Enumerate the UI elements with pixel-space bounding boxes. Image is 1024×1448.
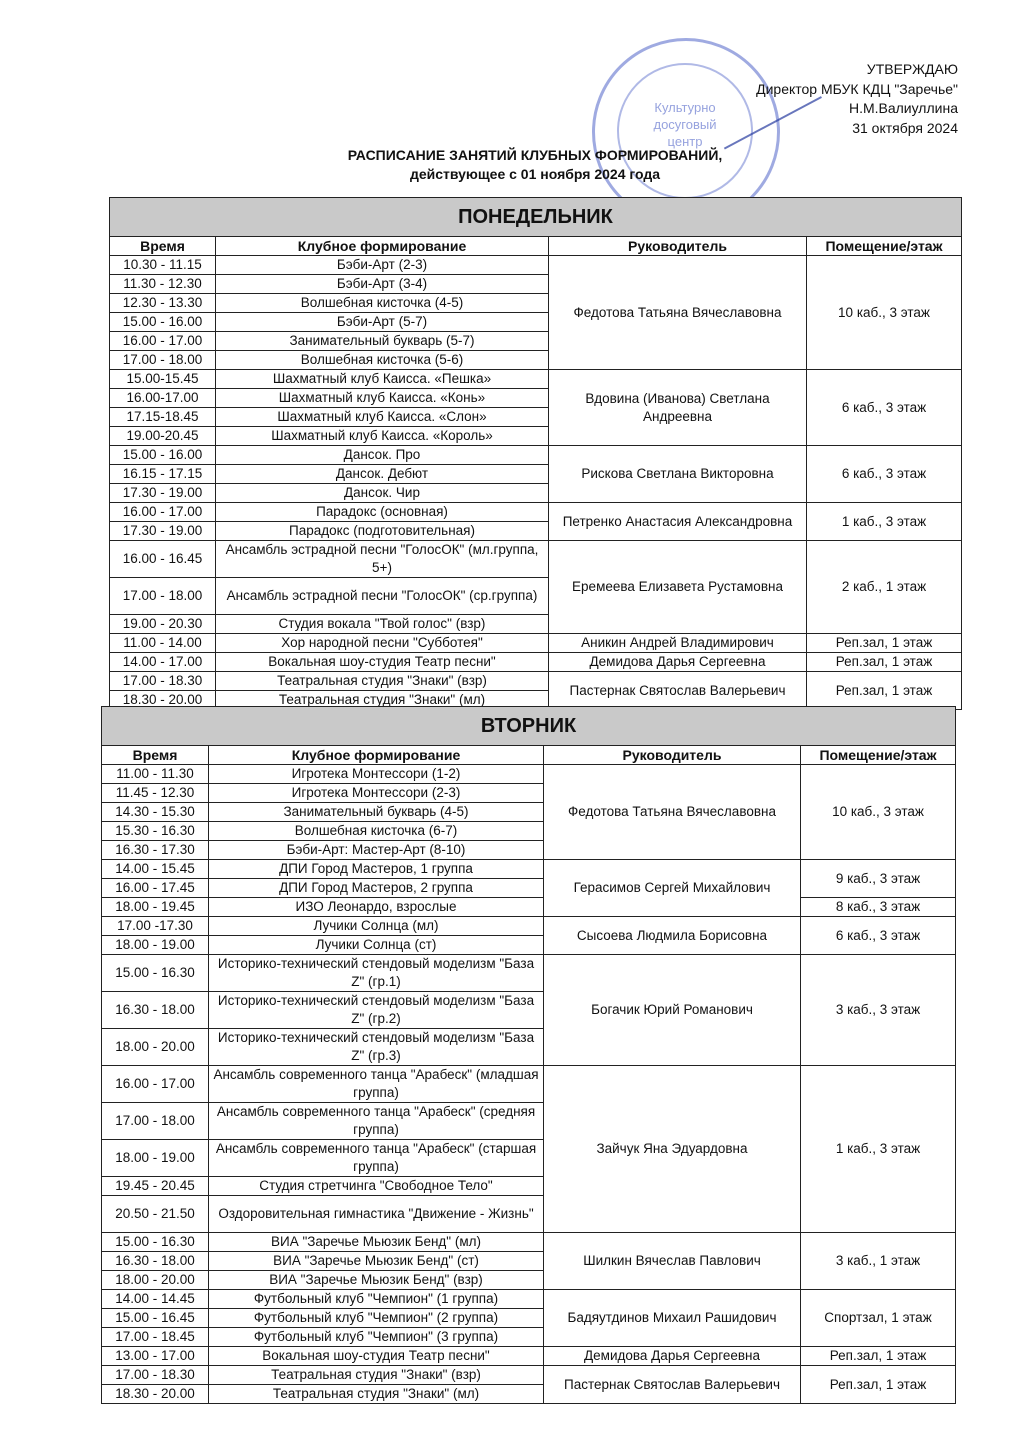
table-row — [102, 917, 956, 936]
leader-cell: Сысоева Людмила Борисовна — [544, 917, 801, 955]
time-cell: 18.00 - 20.00 — [102, 1271, 209, 1290]
club-cell: Дансок. Чир — [216, 484, 549, 503]
table-row — [102, 1290, 956, 1309]
club-cell: Футбольный клуб "Чемпион" (2 группа) — [209, 1309, 544, 1328]
table-row — [110, 634, 962, 653]
club-cell: Игротека Монтессори (1-2) — [209, 765, 544, 784]
stamp-text: Культурно досуговый центр — [653, 100, 717, 149]
leader-cell: Еремеева Елизавета Рустамовна — [549, 541, 807, 634]
time-cell: 17.00 -17.30 — [102, 917, 209, 936]
club-cell: ДПИ Город Мастеров, 2 группа — [209, 879, 544, 898]
club-cell: Дансок. Про — [216, 446, 549, 465]
time-cell: 15.00 - 16.00 — [110, 313, 216, 332]
time-cell: 15.00 - 16.00 — [110, 446, 216, 465]
time-cell: 15.00 - 16.30 — [102, 1233, 209, 1252]
club-cell: Театральная студия "Знаки" (мл) — [209, 1385, 544, 1404]
club-cell: Вокальная шоу-студия Театр песни" — [209, 1347, 544, 1366]
approval-block — [756, 60, 958, 138]
room-cell: Реп.зал, 1 этаж — [807, 634, 962, 653]
day-title: ПОНЕДЕЛЬНИК — [110, 198, 962, 237]
leader-cell: Федотова Татьяна Вячеславовна — [544, 765, 801, 860]
column-header-row — [110, 237, 962, 256]
club-cell: Ансамбль современного танца "Арабеск" (младшая группа) — [209, 1066, 544, 1103]
time-cell: 11.00 - 11.30 — [102, 765, 209, 784]
club-cell: Волшебная кисточка (6-7) — [209, 822, 544, 841]
club-cell: Бэби-Арт: Мастер-Арт (8-10) — [209, 841, 544, 860]
club-cell: Парадокс (подготовительная) — [216, 522, 549, 541]
table-row — [102, 898, 956, 917]
club-cell: Шахматный клуб Каисса. «Слон» — [216, 408, 549, 427]
club-cell: Шахматный клуб Каисса. «Конь» — [216, 389, 549, 408]
time-cell: 13.00 - 17.00 — [102, 1347, 209, 1366]
room-cell: 2 каб., 1 этаж — [807, 541, 962, 634]
day-header-row — [110, 198, 962, 237]
time-cell: 18.00 - 19.00 — [102, 1140, 209, 1177]
time-cell: 17.00 - 18.30 — [110, 672, 216, 691]
time-cell: 18.00 - 20.00 — [102, 1029, 209, 1066]
club-cell: Лучики Солнца (ст) — [209, 936, 544, 955]
table-row — [102, 1366, 956, 1385]
club-cell: Ансамбль эстрадной песни "ГолосОК" (мл.группа, 5+) — [216, 541, 549, 578]
time-cell: 16.00-17.00 — [110, 389, 216, 408]
time-cell: 16.00 - 17.00 — [110, 332, 216, 351]
time-cell: 14.00 - 14.45 — [102, 1290, 209, 1309]
club-cell: Ансамбль современного танца "Арабеск" (средняя группа) — [209, 1103, 544, 1140]
club-cell: Историко-технический стендовый моделизм "База Z" (гр.2) — [209, 992, 544, 1029]
time-cell: 11.45 - 12.30 — [102, 784, 209, 803]
time-cell: 15.00-15.45 — [110, 370, 216, 389]
time-cell: 17.30 - 19.00 — [110, 522, 216, 541]
time-cell: 17.30 - 19.00 — [110, 484, 216, 503]
time-cell: 16.30 - 17.30 — [102, 841, 209, 860]
club-cell: Шахматный клуб Каисса. «Король» — [216, 427, 549, 446]
room-cell: Реп.зал, 1 этаж — [807, 653, 962, 672]
column-header: Руководитель — [544, 746, 801, 765]
room-cell: Реп.зал, 1 этаж — [807, 672, 962, 710]
room-cell: 8 каб., 3 этаж — [801, 898, 956, 917]
time-cell: 11.30 - 12.30 — [110, 275, 216, 294]
table-row — [110, 672, 962, 691]
club-cell: Футбольный клуб "Чемпион" (1 группа) — [209, 1290, 544, 1309]
time-cell: 14.00 - 17.00 — [110, 653, 216, 672]
leader-cell: Бадяутдинов Михаил Рашидович — [544, 1290, 801, 1347]
club-cell: ИЗО Леонардо, взрослые — [209, 898, 544, 917]
time-cell: 10.30 - 11.15 — [110, 256, 216, 275]
club-cell: Лучики Солнца (мл) — [209, 917, 544, 936]
club-cell: Ансамбль эстрадной песни "ГолосОК" (ср.группа) — [216, 578, 549, 615]
club-cell: Занимательный букварь (4-5) — [209, 803, 544, 822]
club-cell: Театральная студия "Знаки" (взр) — [216, 672, 549, 691]
column-header: Клубное формирование — [216, 237, 549, 256]
club-cell: Парадокс (основная) — [216, 503, 549, 522]
room-cell: 6 каб., 3 этаж — [807, 446, 962, 503]
club-cell: Вокальная шоу-студия Театр песни" — [216, 653, 549, 672]
subtitle-line: действующее с 01 ноября 2024 года — [409, 166, 661, 182]
table-row — [110, 653, 962, 672]
table-row — [110, 446, 962, 465]
table-row — [110, 370, 962, 389]
leader-cell: Пастернак Святослав Валерьевич — [544, 1366, 801, 1404]
leader-cell: Федотова Татьяна Вячеславовна — [549, 256, 807, 370]
leader-cell: Герасимов Сергей Михайлович — [544, 860, 801, 917]
club-cell: ВИА "Заречье Мьюзик Бенд" (мл) — [209, 1233, 544, 1252]
club-cell: Волшебная кисточка (5-6) — [216, 351, 549, 370]
tuesday-schedule-table — [101, 706, 956, 1404]
room-cell: 3 каб., 1 этаж — [801, 1233, 956, 1290]
time-cell: 18.00 - 19.45 — [102, 898, 209, 917]
approval-name: Н.М.Валиуллина — [848, 100, 958, 116]
time-cell: 19.45 - 20.45 — [102, 1177, 209, 1196]
approval-date: 31 октября 2024 — [852, 119, 958, 136]
column-header: Руководитель — [549, 237, 807, 256]
leader-cell: Шилкин Вячеслав Павлович — [544, 1233, 801, 1290]
club-cell: ВИА "Заречье Мьюзик Бенд" (ст) — [209, 1252, 544, 1271]
time-cell: 17.00 - 18.45 — [102, 1328, 209, 1347]
time-cell: 15.30 - 16.30 — [102, 822, 209, 841]
time-cell: 14.30 - 15.30 — [102, 803, 209, 822]
club-cell: Футбольный клуб "Чемпион" (3 группа) — [209, 1328, 544, 1347]
leader-cell: Петренко Анастасия Александровна — [549, 503, 807, 541]
room-cell: 1 каб., 3 этаж — [807, 503, 962, 541]
leader-cell: Вдовина (Иванова) Светлана Андреевна — [549, 370, 807, 446]
club-cell: Историко-технический стендовый моделизм "База Z" (гр.3) — [209, 1029, 544, 1066]
column-header-row — [102, 746, 956, 765]
approval-position: Директор МБУК КДЦ "Заречье" — [756, 80, 958, 97]
time-cell: 18.30 - 20.00 — [110, 691, 216, 710]
time-cell: 17.00 - 18.30 — [102, 1366, 209, 1385]
day-header-row — [102, 707, 956, 746]
club-cell: ВИА "Заречье Мьюзик Бенд" (взр) — [209, 1271, 544, 1290]
room-cell: Спортзал, 1 этаж — [801, 1290, 956, 1347]
time-cell: 17.00 - 18.00 — [102, 1103, 209, 1140]
room-cell: 10 каб., 3 этаж — [807, 256, 962, 370]
room-cell: 6 каб., 3 этаж — [807, 370, 962, 446]
room-cell: 6 каб., 3 этаж — [801, 917, 956, 955]
time-cell: 18.00 - 19.00 — [102, 936, 209, 955]
column-header: Время — [102, 746, 209, 765]
club-cell: Бэби-Арт (5-7) — [216, 313, 549, 332]
leader-cell: Богачик Юрий Романович — [544, 955, 801, 1066]
column-header: Время — [110, 237, 216, 256]
table-row — [110, 256, 962, 275]
room-cell: 10 каб., 3 этаж — [801, 765, 956, 860]
document-title — [0, 146, 1024, 184]
time-cell: 20.50 - 21.50 — [102, 1196, 209, 1233]
club-cell: Историко-технический стендовый моделизм "База Z" (гр.1) — [209, 955, 544, 992]
club-cell: Хор народной песни "Субботея" — [216, 634, 549, 653]
time-cell: 17.00 - 18.00 — [110, 351, 216, 370]
leader-cell: Пастернак Святослав Валерьевич — [549, 672, 807, 710]
club-cell: Студия вокала "Твой голос" (взр) — [216, 615, 549, 634]
leader-cell: Рискова Светлана Викторовна — [549, 446, 807, 503]
room-cell: 3 каб., 3 этаж — [801, 955, 956, 1066]
club-cell: ДПИ Город Мастеров, 1 группа — [209, 860, 544, 879]
column-header: Помещение/этаж — [807, 237, 962, 256]
time-cell: 14.00 - 15.45 — [102, 860, 209, 879]
time-cell: 15.00 - 16.45 — [102, 1309, 209, 1328]
time-cell: 18.30 - 20.00 — [102, 1385, 209, 1404]
monday-schedule-table — [109, 197, 962, 710]
club-cell: Оздоровительная гимнастика "Движение - Жизнь" — [209, 1196, 544, 1233]
club-cell: Бэби-Арт (2-3) — [216, 256, 549, 275]
club-cell: Театральная студия "Знаки" (мл) — [216, 691, 549, 710]
approval-heading: УТВЕРЖДАЮ — [866, 61, 958, 77]
time-cell: 16.15 - 17.15 — [110, 465, 216, 484]
table-row — [102, 1233, 956, 1252]
table-row — [102, 765, 956, 784]
column-header: Помещение/этаж — [801, 746, 956, 765]
time-cell: 16.00 - 17.45 — [102, 879, 209, 898]
club-cell: Шахматный клуб Каисса. «Пешка» — [216, 370, 549, 389]
club-cell: Игротека Монтессори (2-3) — [209, 784, 544, 803]
time-cell: 19.00-20.45 — [110, 427, 216, 446]
time-cell: 19.00 - 20.30 — [110, 615, 216, 634]
table-row — [102, 860, 956, 879]
club-cell: Бэби-Арт (3-4) — [216, 275, 549, 294]
time-cell: 12.30 - 13.30 — [110, 294, 216, 313]
time-cell: 15.00 - 16.30 — [102, 955, 209, 992]
table-row — [110, 503, 962, 522]
day-title: ВТОРНИК — [102, 707, 956, 746]
leader-cell: Аникин Андрей Владимирович — [549, 634, 807, 653]
room-cell: Реп.зал, 1 этаж — [801, 1347, 956, 1366]
time-cell: 16.00 - 17.00 — [110, 503, 216, 522]
time-cell: 17.15-18.45 — [110, 408, 216, 427]
time-cell: 16.00 - 16.45 — [110, 541, 216, 578]
club-cell: Студия стретчинга "Свободное Тело" — [209, 1177, 544, 1196]
table-row — [102, 955, 956, 992]
title-line: РАСПИСАНИЕ ЗАНЯТИЙ КЛУБНЫХ ФОРМИРОВАНИЙ, — [347, 147, 723, 163]
club-cell: Волшебная кисточка (4-5) — [216, 294, 549, 313]
club-cell: Ансамбль современного танца "Арабеск" (старшая группа) — [209, 1140, 544, 1177]
time-cell: 17.00 - 18.00 — [110, 578, 216, 615]
club-cell: Занимательный букварь (5-7) — [216, 332, 549, 351]
time-cell: 16.00 - 17.00 — [102, 1066, 209, 1103]
column-header: Клубное формирование — [209, 746, 544, 765]
time-cell: 16.30 - 18.00 — [102, 1252, 209, 1271]
table-row — [110, 541, 962, 578]
club-cell: Дансок. Дебют — [216, 465, 549, 484]
time-cell: 16.30 - 18.00 — [102, 992, 209, 1029]
leader-cell: Демидова Дарья Сергеевна — [544, 1347, 801, 1366]
table-row — [102, 1347, 956, 1366]
time-cell: 11.00 - 14.00 — [110, 634, 216, 653]
room-cell: 1 каб., 3 этаж — [801, 1066, 956, 1233]
leader-cell: Демидова Дарья Сергеевна — [549, 653, 807, 672]
room-cell: 9 каб., 3 этаж — [801, 860, 956, 898]
club-cell: Театральная студия "Знаки" (взр) — [209, 1366, 544, 1385]
room-cell: Реп.зал, 1 этаж — [801, 1366, 956, 1404]
leader-cell: Зайчук Яна Эдуардовна — [544, 1066, 801, 1233]
table-row — [102, 1066, 956, 1103]
